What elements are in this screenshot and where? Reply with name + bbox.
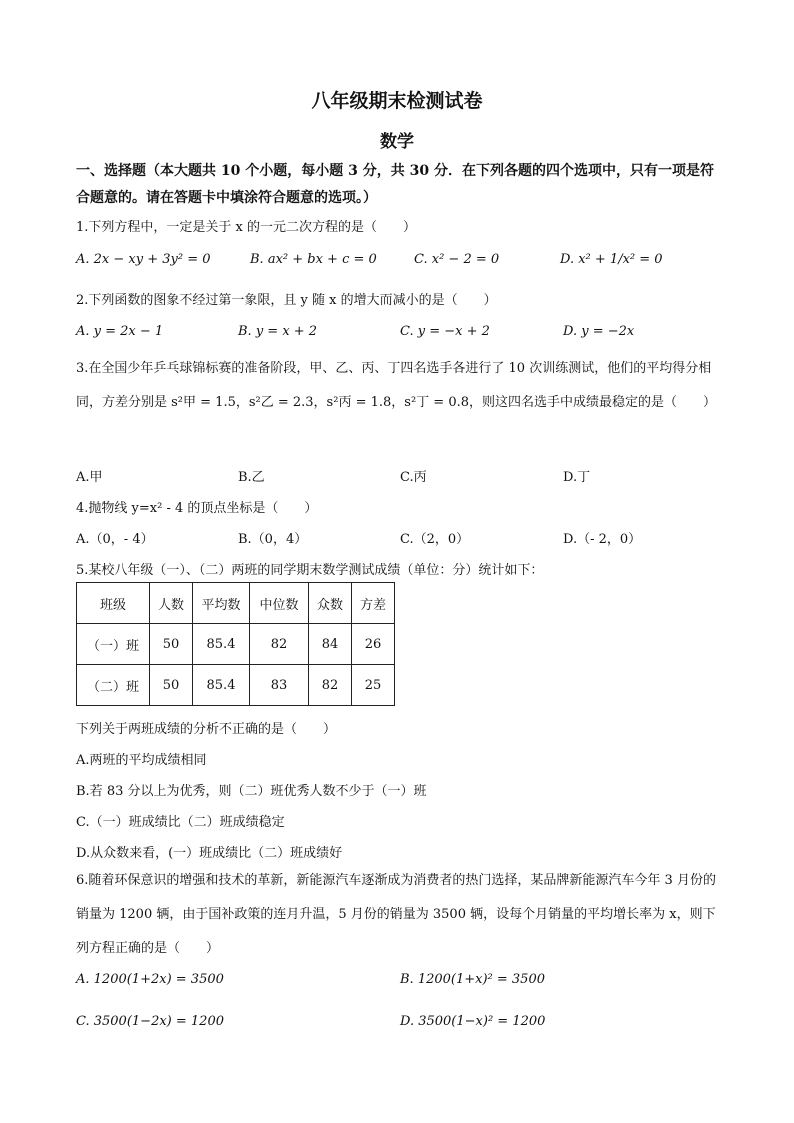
question-4-option-d: D.（- 2，0） <box>563 532 642 547</box>
table-header-cell: 众数 <box>309 583 352 624</box>
question-5-option-c: C.（一）班成绩比（二）班成绩稳定 <box>76 815 285 830</box>
question-3-option-c: C.丙 <box>400 470 427 485</box>
table-header-cell: 方差 <box>352 583 395 624</box>
table-cell: 84 <box>309 624 352 665</box>
table-cell: 85.4 <box>193 665 250 706</box>
question-4-option-a: A.（0，- 4） <box>76 532 154 547</box>
question-6-option-d: D. 3500(1−x)² = 1200 <box>400 1014 546 1029</box>
question-1-option-c: C. x² − 2 = 0 <box>414 252 500 267</box>
question-5-option-a: A.两班的平均成绩相同 <box>76 753 207 768</box>
table-cell: （二）班 <box>77 665 150 706</box>
table-cell: （一）班 <box>77 624 150 665</box>
table-header-cell: 班级 <box>77 583 150 624</box>
question-5-prompt: 下列关于两班成绩的分析不正确的是（ ） <box>76 722 337 737</box>
table-cell: 26 <box>352 624 395 665</box>
table-header-cell: 人数 <box>150 583 193 624</box>
table-cell: 82 <box>309 665 352 706</box>
subject-title: 数学 <box>380 132 414 152</box>
question-6-option-c: C. 3500(1−2x) = 1200 <box>76 1014 224 1029</box>
question-6-option-b: B. 1200(1+x)² = 3500 <box>400 972 545 987</box>
question-4-option-b: B.（0，4） <box>238 532 308 547</box>
question-6-option-a: A. 1200(1+2x) = 3500 <box>76 972 224 987</box>
question-2-option-a: A. y = 2x − 1 <box>76 324 164 339</box>
question-1-stem: 1.下列方程中，一定是关于 x 的一元二次方程的是（ ） <box>76 220 416 235</box>
table-row <box>77 665 395 706</box>
question-5-stem: 5.某校八年级（一）、（二）两班的同学期末数学测试成绩（单位：分）统计如下： <box>76 563 544 578</box>
question-5-option-b: B.若 83 分以上为优秀，则（二）班优秀人数不少于（一）班 <box>76 784 427 799</box>
table-header-row <box>77 583 395 624</box>
question-6-stem: 6.随着环保意识的增强和技术的革新，新能源汽车逐渐成为消费者的热门选择，某品牌新能源汽车今年 3 月份的销量为 1200 辆，由于国补政策的连月升温，5 月份的销量为 3500 辆，设每个月销量的平均增长率为 x，则下列方程正确的是（ ） <box>76 873 716 956</box>
table-cell: 85.4 <box>193 624 250 665</box>
section-heading: 一、选择题（本大题共 10 个小题，每小题 3 分，共 30 分．在下列各题的四个选项中，只有一项是符合题意的。请在答题卡中填涂符合题意的选项。） <box>76 163 714 206</box>
table-cell: 82 <box>250 624 309 665</box>
score-table <box>76 582 395 706</box>
question-2-stem: 2.下列函数的图象不经过第一象限，且 y 随 x 的增大而减小的是（ ） <box>76 293 497 308</box>
question-3-option-a: A.甲 <box>76 470 103 485</box>
question-4-stem: 4.抛物线 y=x² - 4 的顶点坐标是（ ） <box>76 501 318 516</box>
question-2-option-d: D. y = −2x <box>563 324 635 339</box>
question-3-stem: 3.在全国少年乒乓球锦标赛的准备阶段，甲、乙、丙、丁四名选手各进行了 10 次训练测试，他们的平均得分相同，方差分别是 s²甲 = 1.5，s²乙 = 2.3，s²丙 = 1.8，s²丁 = 0.8，则这四名选手中成绩最稳定的是（ ） <box>76 361 716 410</box>
table-cell: 50 <box>150 624 193 665</box>
question-2-option-b: B. y = x + 2 <box>238 324 318 339</box>
table-cell: 25 <box>352 665 395 706</box>
table-row <box>77 624 395 665</box>
question-5-option-d: D.从众数来看，(一）班成绩比（二）班成绩好 <box>76 846 343 861</box>
question-1-option-a: A. 2x − xy + 3y² = 0 <box>76 252 211 267</box>
question-4-option-c: C.（2，0） <box>400 532 470 547</box>
question-1-option-d: D. x² + 1/x² = 0 <box>560 252 663 267</box>
table-cell: 83 <box>250 665 309 706</box>
table-header-cell: 平均数 <box>193 583 250 624</box>
table-cell: 50 <box>150 665 193 706</box>
question-1-option-b: B. ax² + bx + c = 0 <box>250 252 377 267</box>
question-3-option-d: D.丁 <box>563 470 591 485</box>
exam-title: 八年级期末检测试卷 <box>311 90 483 112</box>
question-2-option-c: C. y = −x + 2 <box>400 324 490 339</box>
table-header-cell: 中位数 <box>250 583 309 624</box>
question-3-option-b: B.乙 <box>238 470 265 485</box>
